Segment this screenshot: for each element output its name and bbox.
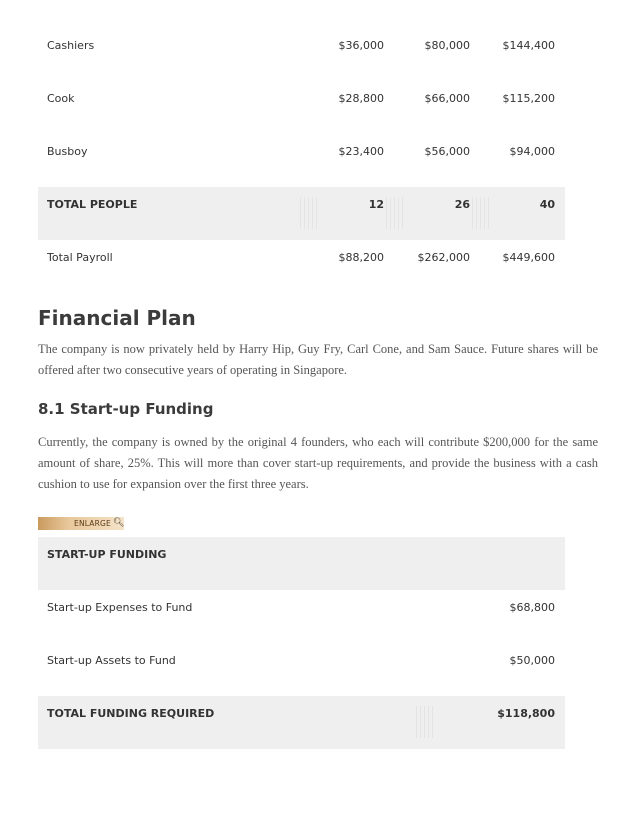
- financial-plan-heading: Financial Plan: [38, 306, 196, 330]
- year2-value: 26: [454, 198, 470, 211]
- year3-value: $449,600: [502, 251, 555, 264]
- year3-value: $144,400: [502, 39, 555, 52]
- year2-value: $80,000: [424, 39, 470, 52]
- year3-value: $94,000: [509, 145, 555, 158]
- year2-value: $262,000: [417, 251, 470, 264]
- payroll-table: [38, 28, 565, 293]
- financial-plan-paragraph: The company is now privately held by Harry Hip, Guy Fry, Carl Cone, and Sam Sauce. Future shares will be offered after two consecutive years of operating in Singapore.: [38, 342, 598, 377]
- decorative-stripe: [472, 197, 492, 229]
- row-label: Start-up Assets to Fund: [47, 654, 176, 667]
- startup-funding-heading: 8.1 Start-up Funding: [38, 400, 214, 418]
- decorative-stripe: [416, 706, 436, 738]
- row-label: Cook: [47, 92, 75, 105]
- row-label: Start-up Expenses to Fund: [47, 601, 193, 614]
- table-row: [38, 643, 565, 696]
- row-label: Busboy: [47, 145, 88, 158]
- startup-funding-paragraph: Currently, the company is owned by the original 4 founders, who each will contribute $200,000 for the same amount of share, 25%. This will more than cover start-up requirements, and provide the business with a cash cushion to use for expansion over the first three years.: [38, 435, 598, 491]
- table-header-label: START-UP FUNDING: [47, 548, 167, 561]
- row-value: $68,800: [509, 601, 555, 614]
- table-row: [38, 590, 565, 643]
- row-value: $118,800: [497, 707, 555, 720]
- year1-value: $36,000: [338, 39, 384, 52]
- table-row: [38, 81, 565, 134]
- startup-funding-table: [38, 537, 565, 749]
- table-header-row: [38, 537, 565, 590]
- zoom-in-icon: 🔍︎: [113, 518, 125, 528]
- row-label: Cashiers: [47, 39, 95, 52]
- row-label: TOTAL FUNDING REQUIRED: [47, 707, 215, 720]
- enlarge-button[interactable]: [38, 517, 124, 530]
- row-value: $50,000: [509, 654, 555, 667]
- year1-value: $28,800: [338, 92, 384, 105]
- year2-value: $56,000: [424, 145, 470, 158]
- decorative-stripe: [386, 197, 406, 229]
- year1-value: $88,200: [338, 251, 384, 264]
- year3-value: $115,200: [502, 92, 555, 105]
- year1-value: $23,400: [338, 145, 384, 158]
- enlarge-label: ENLARGE: [74, 519, 111, 528]
- table-row: [38, 28, 565, 81]
- decorative-stripe: [300, 197, 320, 229]
- year1-value: 12: [368, 198, 384, 211]
- table-row: [38, 134, 565, 187]
- year2-value: $66,000: [424, 92, 470, 105]
- row-label: Total Payroll: [47, 251, 113, 264]
- table-row-total-people: [38, 187, 565, 240]
- table-row-total-payroll: [38, 240, 565, 293]
- year3-value: 40: [539, 198, 555, 211]
- table-row-total-funding: [38, 696, 565, 749]
- row-label: TOTAL PEOPLE: [47, 198, 138, 211]
